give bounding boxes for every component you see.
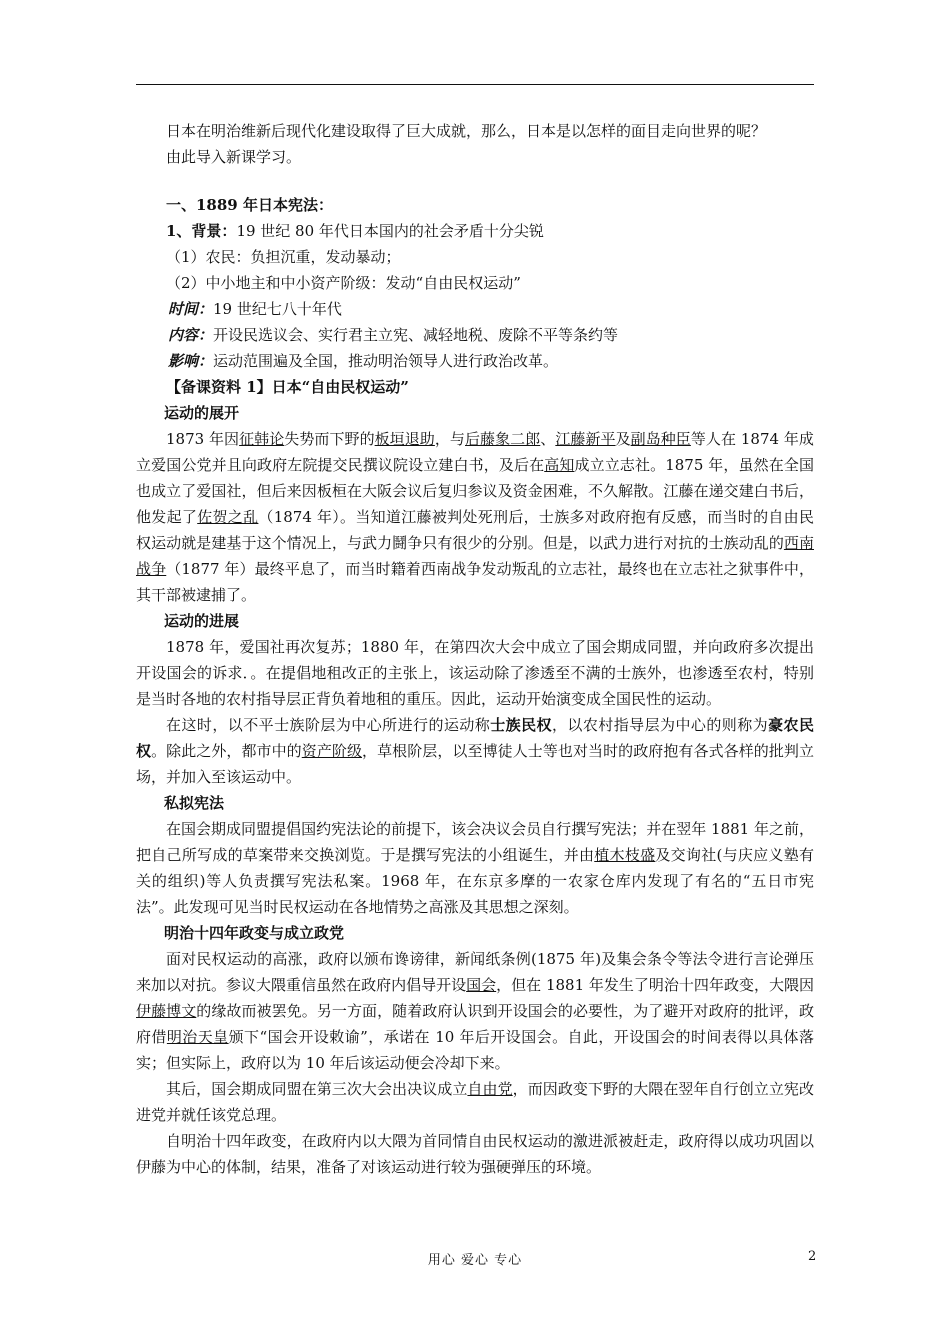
text-run: 等人在 1874 年成立爱国公党并且向政府左院提交民撰议院设立建白书，及后在 bbox=[136, 430, 814, 474]
time-line bbox=[136, 296, 814, 322]
paragraph-consolidation: 自明治十四年政变，在政府内以大隈为首同情自由民权运动的激进派被赶走，政府得以成功巩固以伊藤为中心的体制，结果，准备了对该运动进行较为强硬弹压的环境。 bbox=[136, 1132, 814, 1176]
impact-text: 运动范围遍及全国，推动明治领导人进行政治改革。 bbox=[213, 352, 559, 370]
subheading-private-constitution: 私拟宪法 bbox=[164, 794, 225, 812]
text-run: 成立立志社。1875 年，虽然在全国也成立了爱国社，但后来因板桓在大阪会议后复归参议及资金困难，不久解散。江藤在递交建白书后，他发起了 bbox=[136, 456, 814, 526]
paragraph-factions bbox=[136, 712, 814, 790]
text-run: 及交询社(与庆应义塾有关的组织)等人负责撰写宪法私案。1968 年，在东京多摩的一农家仓库内发现了有名的“五日市宪法”。此发现可见当时民权运动在各地情势之高涨及其思想之深刻。 bbox=[136, 846, 814, 916]
background-item-1: （1）农民：负担沉重，发动暴动； bbox=[166, 248, 401, 266]
paragraph-private-constitution bbox=[136, 816, 814, 920]
link-term[interactable]: 西南战争 bbox=[136, 534, 814, 578]
text-run: 的缘故而被罢免。另一方面，随着政府认识到开设国会的必要性，为了避开对政府的批评，政府借 bbox=[136, 1002, 814, 1046]
paragraph-parties bbox=[136, 1076, 814, 1128]
text-run: 颁下“国会开设敕谕”，承诺在 10 年后开设国会。自此，开设国会的时间表得以具体落实；但实际上，政府以为 10 年后该运动便会冷却下来。 bbox=[136, 1028, 814, 1072]
text-run: 。除此之外，都市中的 bbox=[151, 742, 302, 760]
section-title: 一、1889 年日本宪法： bbox=[166, 196, 333, 214]
bold-term: 豪农民权 bbox=[136, 716, 814, 760]
text-run: 其后，国会期成同盟在第三次大会出决议成立 bbox=[166, 1080, 468, 1098]
subheading-development: 运动的展开 bbox=[164, 404, 240, 422]
header-rule bbox=[136, 84, 814, 85]
content-line bbox=[136, 322, 814, 348]
page-number: 2 bbox=[808, 1249, 817, 1264]
intro-line-1: 日本在明治维新后现代化建设取得了巨大成就，那么，日本是以怎样的面目走向世界的呢？ bbox=[166, 122, 767, 140]
link-term[interactable]: 后藤象二郎 bbox=[465, 430, 541, 448]
impact-line bbox=[136, 348, 814, 374]
time-text: 19 世纪七八十年代 bbox=[213, 300, 342, 318]
spacer bbox=[136, 170, 814, 192]
content-text: 开设民选议会、实行君主立宪、减轻地税、废除不平等条约等 bbox=[213, 326, 619, 344]
text-run: ，而因政变下野的大隈在翌年自行创立立宪改进党并就任该党总理。 bbox=[136, 1080, 814, 1124]
link-term[interactable]: 明治天皇 bbox=[166, 1028, 229, 1046]
link-term[interactable]: 江藤新平 bbox=[555, 430, 616, 448]
text-run: 在国会期成同盟提倡国约宪法论的前提下，该会决议会员自行撰写宪法；并在翌年 1881 年之前，把自己所写成的草案带来交换浏览。于是撰写宪法的小组诞生，并由 bbox=[136, 820, 814, 864]
document-body bbox=[136, 118, 814, 1180]
link-term[interactable]: 征韩论 bbox=[239, 430, 285, 448]
link-term[interactable]: 伊藤博文 bbox=[136, 1002, 197, 1020]
link-term[interactable]: 佐贺之乱 bbox=[197, 508, 259, 526]
background-line bbox=[136, 218, 814, 244]
background-text: 19 世纪 80 年代日本国内的社会矛盾十分尖锐 bbox=[236, 222, 544, 240]
impact-label: 影响： bbox=[168, 352, 214, 370]
footer-motto: 用心 爱心 专心 bbox=[427, 1253, 523, 1268]
text-run: ，以农村指导层为中心的则称为 bbox=[551, 716, 769, 734]
link-term[interactable]: 资产阶级 bbox=[301, 742, 363, 760]
text-run: ，草根阶层，以至博徒人士等也对当时的政府抱有各式各样的批判立场，并加入至该运动中。 bbox=[136, 742, 814, 786]
subheading-progress: 运动的进展 bbox=[164, 612, 240, 630]
material-title: 【备课资料 1】日本“自由民权运动” bbox=[166, 378, 409, 396]
bold-term: 士族民权 bbox=[490, 716, 552, 734]
intro-line-2: 由此导入新课学习。 bbox=[166, 148, 302, 166]
text-run: 及 bbox=[615, 430, 631, 448]
time-label: 时间： bbox=[168, 300, 214, 318]
link-term[interactable]: 自由党 bbox=[467, 1080, 513, 1098]
paragraph-meiji-14 bbox=[136, 946, 814, 1076]
text-run: 失势而下野的 bbox=[284, 430, 375, 448]
link-term[interactable]: 植木枝盛 bbox=[594, 846, 656, 864]
link-term[interactable]: 国会 bbox=[466, 976, 497, 994]
text-run: 1873 年因 bbox=[166, 430, 240, 448]
text-run: 面对民权运动的高涨，政府以颁布谗谤律，新闻纸条例(1875 年)及集会条令等法令进行言论弹压来加以对抗。参议大隈重信虽然在政府内倡导开设 bbox=[136, 950, 814, 994]
paragraph-progress: 1878 年，爱国社再次复苏；1880 年，在第四次大会中成立了国会期成同盟，并向政府多次提出开设国会的诉求．。在提倡地租改正的主张上，该运动除了渗透至不满的士族外，也渗透至农村，特别是当时各地的农村指导层正背负着地租的重压。因此，运动开始演变成全国民性的运动。 bbox=[136, 638, 814, 708]
content-label: 内容： bbox=[168, 326, 214, 344]
link-term[interactable]: 板垣退助 bbox=[374, 430, 435, 448]
link-term[interactable]: 高知 bbox=[544, 456, 575, 474]
subheading-meiji-14: 明治十四年政变与成立政党 bbox=[164, 924, 345, 942]
text-run: 、 bbox=[540, 430, 556, 448]
background-item-2: （2）中小地主和中小资产阶级：发动“自由民权运动” bbox=[166, 274, 521, 292]
paragraph-development bbox=[136, 426, 814, 608]
text-run: （1874 年）。当知道江藤被判处死刑后，士族多对政府抱有反感，而当时的自由民权运动就是建基于这个情况上，与武力鬪争只有很少的分别。但是，以武力进行对抗的士族动乱的 bbox=[136, 508, 814, 552]
text-run: ，与 bbox=[434, 430, 465, 448]
link-term[interactable]: 副岛种臣 bbox=[630, 430, 691, 448]
background-label: 1、背景： bbox=[166, 222, 237, 240]
text-run: 在这时，以不平士族阶层为中心所进行的运动称 bbox=[166, 716, 491, 734]
text-run: （1877 年）最终平息了，而当时籍着西南战争发动叛乱的立志社，最终也在立志社之狱事件中，其干部被逮捕了。 bbox=[136, 560, 814, 604]
text-run: ，但在 1881 年发生了明治十四年政变，大隈因 bbox=[496, 976, 814, 994]
